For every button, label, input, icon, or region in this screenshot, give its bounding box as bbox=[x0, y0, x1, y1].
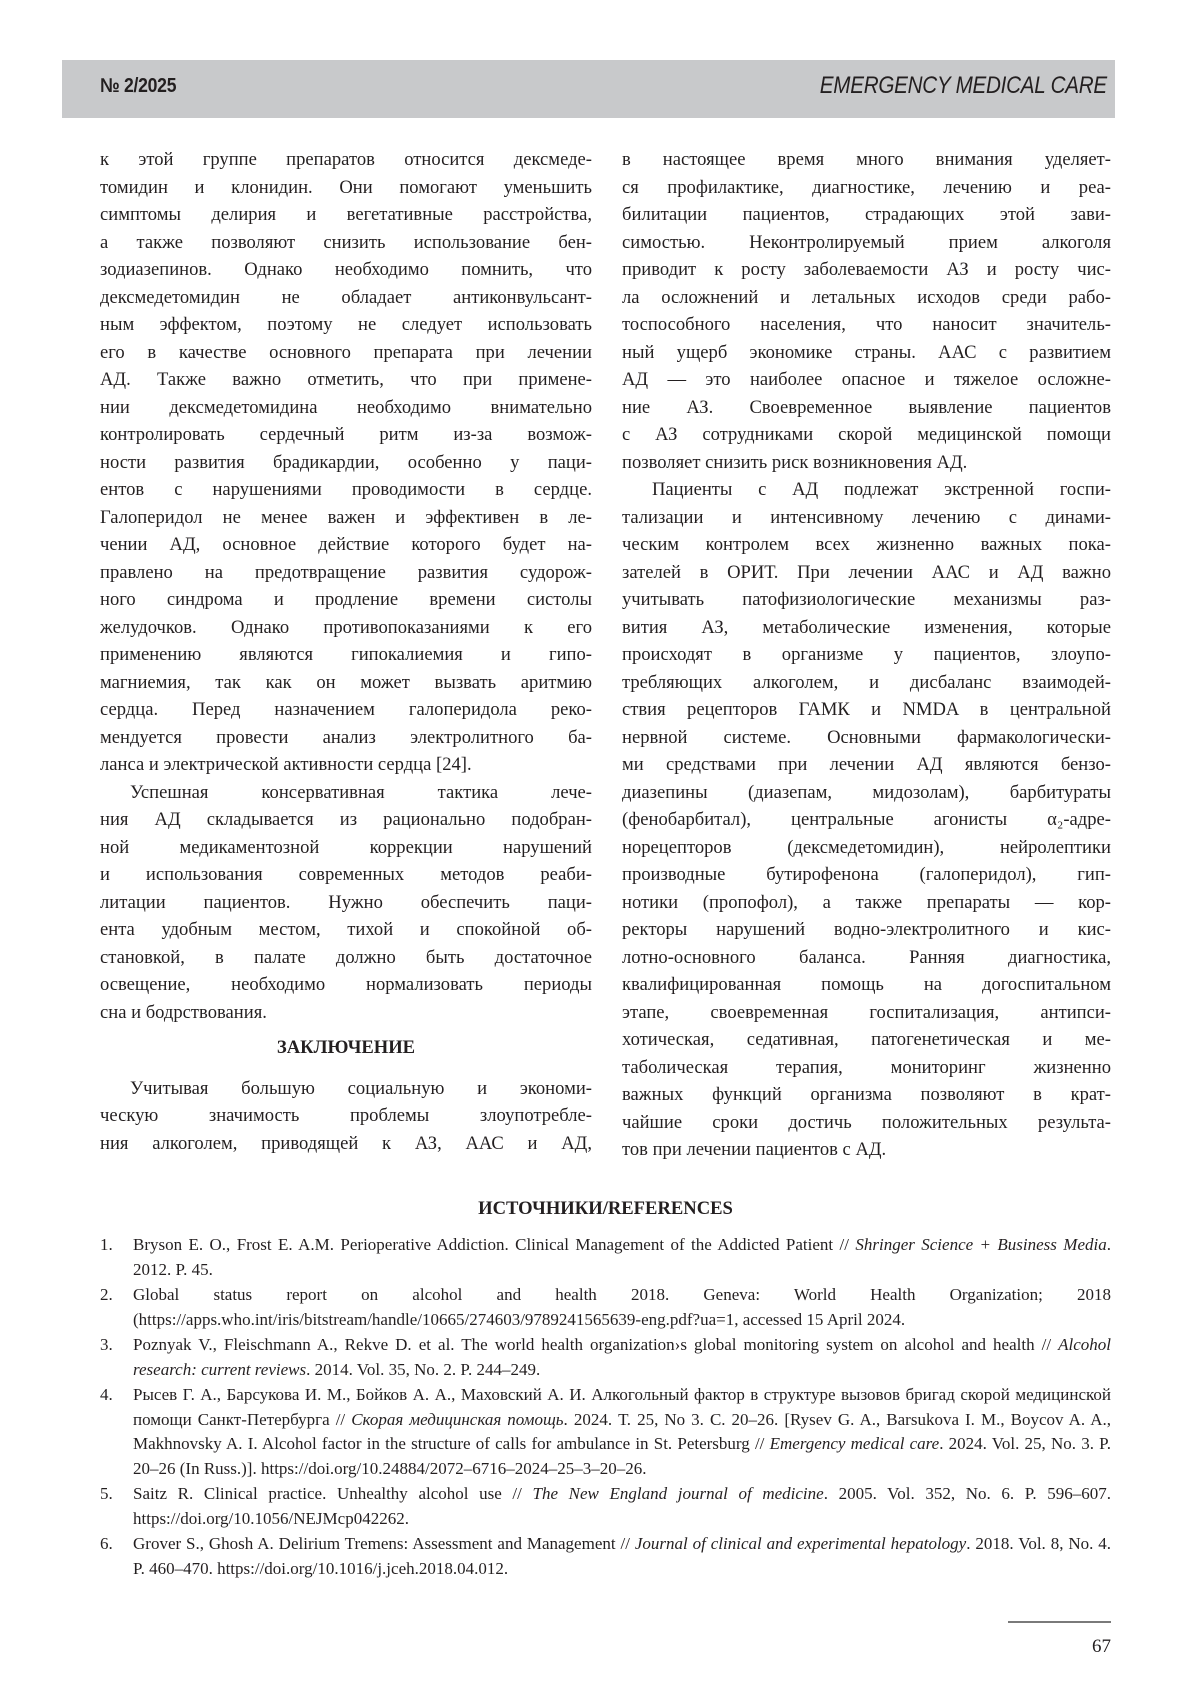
text-line: приводит к росту заболеваемости АЗ и росту чис- bbox=[622, 256, 1111, 284]
text-line: зодиазепинов. Однако необходимо помнить, что bbox=[100, 256, 592, 284]
text-line: ента удобным местом, тихой и спокойной об- bbox=[100, 916, 592, 944]
paragraph bbox=[100, 779, 592, 1027]
text-line: его в качестве основного препарата при лечении bbox=[100, 339, 592, 367]
paragraph bbox=[100, 146, 592, 779]
reference-item bbox=[100, 1383, 1111, 1481]
text-line: тоспособного населения, что наносит значитель- bbox=[622, 311, 1111, 339]
text-line: ентов с нарушениями проводимости в сердце. bbox=[100, 476, 592, 504]
text-line: чайшие сроки достичь положительных результа- bbox=[622, 1109, 1111, 1137]
paragraph bbox=[622, 476, 1111, 1164]
reference-number: 6. bbox=[100, 1532, 113, 1557]
text-line: а также позволяют снизить использование бен- bbox=[100, 229, 592, 257]
text-line: мендуется провести анализ электролитного ба- bbox=[100, 724, 592, 752]
text-line: ствия рецепторов ГАМК и NMDA в центральной bbox=[622, 696, 1111, 724]
text-line: таболическая терапия, мониторинг жизненно bbox=[622, 1054, 1111, 1082]
text-line: томидин и клонидин. Они помогают уменьшить bbox=[100, 174, 592, 202]
reference-text: . 2024. Vol. 25, No. 3. P. 20–26 (In Russ.)]. https://doi.org/10.24884/2072–6716–2024–25–3–20–26. bbox=[133, 1434, 1111, 1478]
reference-text: Saitz R. Clinical practice. Unhealthy alcohol use // bbox=[133, 1484, 533, 1503]
reference-text: Grover S., Ghosh A. Delirium Tremens: Assessment and Management // bbox=[133, 1534, 635, 1553]
text-line: применению являются гипокалиемия и гипо- bbox=[100, 641, 592, 669]
reference-text: . 2018. Vol. 8, No. 4. P. 460–470. https://doi.org/10.1016/j.jceh.2018.04.012. bbox=[133, 1534, 1111, 1578]
reference-source: Journal of clinical and experimental hepatology bbox=[635, 1534, 966, 1553]
text-line: нотики (пропофол), а также препараты — кор- bbox=[622, 889, 1111, 917]
reference-text: . 2024. Т. 25, No 3. С. 20–26. [Rysev G. A., Barsukova I. M., Boycov A. A., Makhnovsky A. I. Alcohol factor in the structure of calls for ambulance in St. Petersburg // bbox=[133, 1410, 1111, 1454]
text-line: ного синдрома и продление времени систолы bbox=[100, 586, 592, 614]
reference-item bbox=[100, 1233, 1111, 1282]
text-line: становкой, в палате должно быть достаточное bbox=[100, 944, 592, 972]
reference-number: 4. bbox=[100, 1383, 113, 1408]
text-line: магниемия, так как он может вызвать аритмию bbox=[100, 669, 592, 697]
text-line: ланса и электрической активности сердца [24]. bbox=[100, 751, 592, 779]
text-line: сна и бодрствования. bbox=[100, 999, 592, 1027]
reference-source: Скорая медицинская помощь bbox=[351, 1410, 563, 1429]
reference-item bbox=[100, 1333, 1111, 1382]
text-line: симптомы делирия и вегетативные расстройства, bbox=[100, 201, 592, 229]
text-line: чении АД, основное действие которого будет на- bbox=[100, 531, 592, 559]
reference-text: Рысев Г. А., Барсукова И. М., Бойков А. А., Маховский А. И. Алкогольный фактор в структуре вызовов бригад скорой медицинской помощи Санкт-Петербурга // bbox=[133, 1385, 1111, 1429]
reference-number: 5. bbox=[100, 1482, 113, 1507]
text-line: литации пациентов. Нужно обеспечить паци- bbox=[100, 889, 592, 917]
text-line: желудочков. Однако противопоказаниями к его bbox=[100, 614, 592, 642]
text-line: нервной системе. Основными фармакологически- bbox=[622, 724, 1111, 752]
text-line: ный ущерб экономике страны. ААС с развитием bbox=[622, 339, 1111, 367]
page-number: 67 bbox=[1092, 1636, 1111, 1658]
reference-text: Global status report on alcohol and health 2018. Geneva: World Health Organization; 2018 (https://apps.who.int/iris/bitstream/handle/10665/274603/9789241565639-eng.pdf?ua=1, accessed 15 April 2024. bbox=[133, 1285, 1111, 1329]
text-line: ния алкоголем, приводящей к АЗ, ААС и АД, bbox=[100, 1130, 592, 1158]
text-line: ние АЗ. Своевременное выявление пациентов bbox=[622, 394, 1111, 422]
footer-rule bbox=[1008, 1621, 1111, 1623]
text-line: важных функций организма позволяют в крат- bbox=[622, 1081, 1111, 1109]
reference-item bbox=[100, 1532, 1111, 1581]
text-line: АД. Также важно отметить, что при примене- bbox=[100, 366, 592, 394]
reference-source: The New England journal of medicine bbox=[533, 1484, 824, 1503]
text-line: освещение, необходимо нормализовать периоды bbox=[100, 971, 592, 999]
text-line: зателей в ОРИТ. При лечении ААС и АД важно bbox=[622, 559, 1111, 587]
issue-number: № 2/2025 bbox=[100, 75, 176, 98]
text-line: ческую значимость проблемы злоупотребле- bbox=[100, 1102, 592, 1130]
reference-text: . 2012. P. 45. bbox=[133, 1235, 1111, 1279]
text-line: тов при лечении пациентов с АД. bbox=[622, 1136, 1111, 1164]
text-line: тализации и интенсивному лечению с динами- bbox=[622, 504, 1111, 532]
text-line: ния АД складывается из рационально подобран- bbox=[100, 806, 592, 834]
text-line: производные бутирофенона (галоперидол), гип- bbox=[622, 861, 1111, 889]
text-line: происходят в организме у пациентов, злоупо- bbox=[622, 641, 1111, 669]
reference-number: 2. bbox=[100, 1283, 113, 1308]
text-line: требляющих алкоголем, и дисбаланс взаимодей- bbox=[622, 669, 1111, 697]
text-line: ся профилактике, диагностике, лечению и реа- bbox=[622, 174, 1111, 202]
text-line: Пациенты с АД подлежат экстренной госпи- bbox=[622, 476, 1111, 504]
text-line: дексмедетомидин не обладает антиконвульсант- bbox=[100, 284, 592, 312]
text-line: позволяет снизить риск возникновения АД. bbox=[622, 449, 1111, 477]
reference-source: Emergency medical care bbox=[770, 1434, 940, 1453]
text-line: квалифицированная помощь на догоспитальном bbox=[622, 971, 1111, 999]
reference-source: Alcohol research: current reviews bbox=[133, 1335, 1111, 1379]
text-line: ным эффектом, поэтому не следует использовать bbox=[100, 311, 592, 339]
running-header bbox=[62, 60, 1115, 118]
text-line: с АЗ сотрудниками скорой медицинской помощи bbox=[622, 421, 1111, 449]
text-line: Успешная консервативная тактика лече- bbox=[100, 779, 592, 807]
text-line: ла осложнений и летальных исходов среди рабо- bbox=[622, 284, 1111, 312]
reference-number: 3. bbox=[100, 1333, 113, 1358]
reference-text: Bryson E. O., Frost E. A.M. Perioperative Addiction. Clinical Management of the Addicted Patient // bbox=[133, 1235, 855, 1254]
text-line: ности развития брадикардии, особенно у паци- bbox=[100, 449, 592, 477]
reference-text: Poznyak V., Fleischmann A., Rekve D. et al. The world health organization›s global monitoring system on alcohol and health // bbox=[133, 1335, 1058, 1354]
text-line: Галоперидол не менее важен и эффективен в ле- bbox=[100, 504, 592, 532]
reference-item bbox=[100, 1283, 1111, 1332]
paragraph bbox=[622, 146, 1111, 476]
text-line: вития АЗ, метаболические изменения, которые bbox=[622, 614, 1111, 642]
paragraph bbox=[100, 1075, 592, 1158]
text-line: диазепины (диазепам, мидозолам), барбитураты bbox=[622, 779, 1111, 807]
text-line: ректоры нарушений водно-электролитного и кис- bbox=[622, 916, 1111, 944]
reference-item bbox=[100, 1482, 1111, 1531]
text-line: контролировать сердечный ритм из-за возмож- bbox=[100, 421, 592, 449]
text-line: правлено на предотвращение развития судорож- bbox=[100, 559, 592, 587]
reference-text: . 2005. Vol. 352, No. 6. P. 596–607. https://doi.org/10.1056/NEJMcp042262. bbox=[133, 1484, 1111, 1528]
text-line: билитации пациентов, страдающих этой зави- bbox=[622, 201, 1111, 229]
text-line: ми средствами при лечении АД являются бензо- bbox=[622, 751, 1111, 779]
left-column bbox=[100, 146, 592, 1157]
text-line: в настоящее время много внимания уделяет- bbox=[622, 146, 1111, 174]
text-line: ческим контролем всех жизненно важных пока- bbox=[622, 531, 1111, 559]
text-line: хотическая, седативная, патогенетическая и ме- bbox=[622, 1026, 1111, 1054]
references-list bbox=[100, 1233, 1111, 1582]
text-line: АД — это наиболее опасное и тяжелое осложне- bbox=[622, 366, 1111, 394]
text-line: нии дексмедетомидина необходимо внимательно bbox=[100, 394, 592, 422]
right-column bbox=[622, 146, 1111, 1164]
text-line: и использования современных методов реаби- bbox=[100, 861, 592, 889]
section-heading: ЗАКЛЮЧЕНИЕ bbox=[100, 1034, 592, 1062]
text-line: ной медикаментозной коррекции нарушений bbox=[100, 834, 592, 862]
text-line: Учитывая большую социальную и экономи- bbox=[100, 1075, 592, 1103]
text-line: учитывать патофизиологические механизмы раз- bbox=[622, 586, 1111, 614]
reference-source: Shringer Science + Business Media bbox=[855, 1235, 1106, 1254]
text-line: (фенобарбитал), центральные агонисты α₂-адре- bbox=[622, 806, 1111, 834]
reference-number: 1. bbox=[100, 1233, 113, 1258]
text-line: лотно-основного баланса. Ранняя диагностика, bbox=[622, 944, 1111, 972]
text-line: к этой группе препаратов относится дексмеде- bbox=[100, 146, 592, 174]
text-line: норецепторов (дексмедетомидин), нейролептики bbox=[622, 834, 1111, 862]
text-line: сердца. Перед назначением галоперидола реко- bbox=[100, 696, 592, 724]
reference-text: . 2014. Vol. 35, No. 2. P. 244–249. bbox=[306, 1360, 540, 1379]
text-line: этапе, своевременная госпитализация, антипси- bbox=[622, 999, 1111, 1027]
journal-title: EMERGENCY MEDICAL CARE bbox=[820, 72, 1107, 100]
text-line: симостью. Неконтролируемый прием алкоголя bbox=[622, 229, 1111, 257]
references-heading: ИСТОЧНИКИ/REFERENCES bbox=[100, 1198, 1111, 1220]
